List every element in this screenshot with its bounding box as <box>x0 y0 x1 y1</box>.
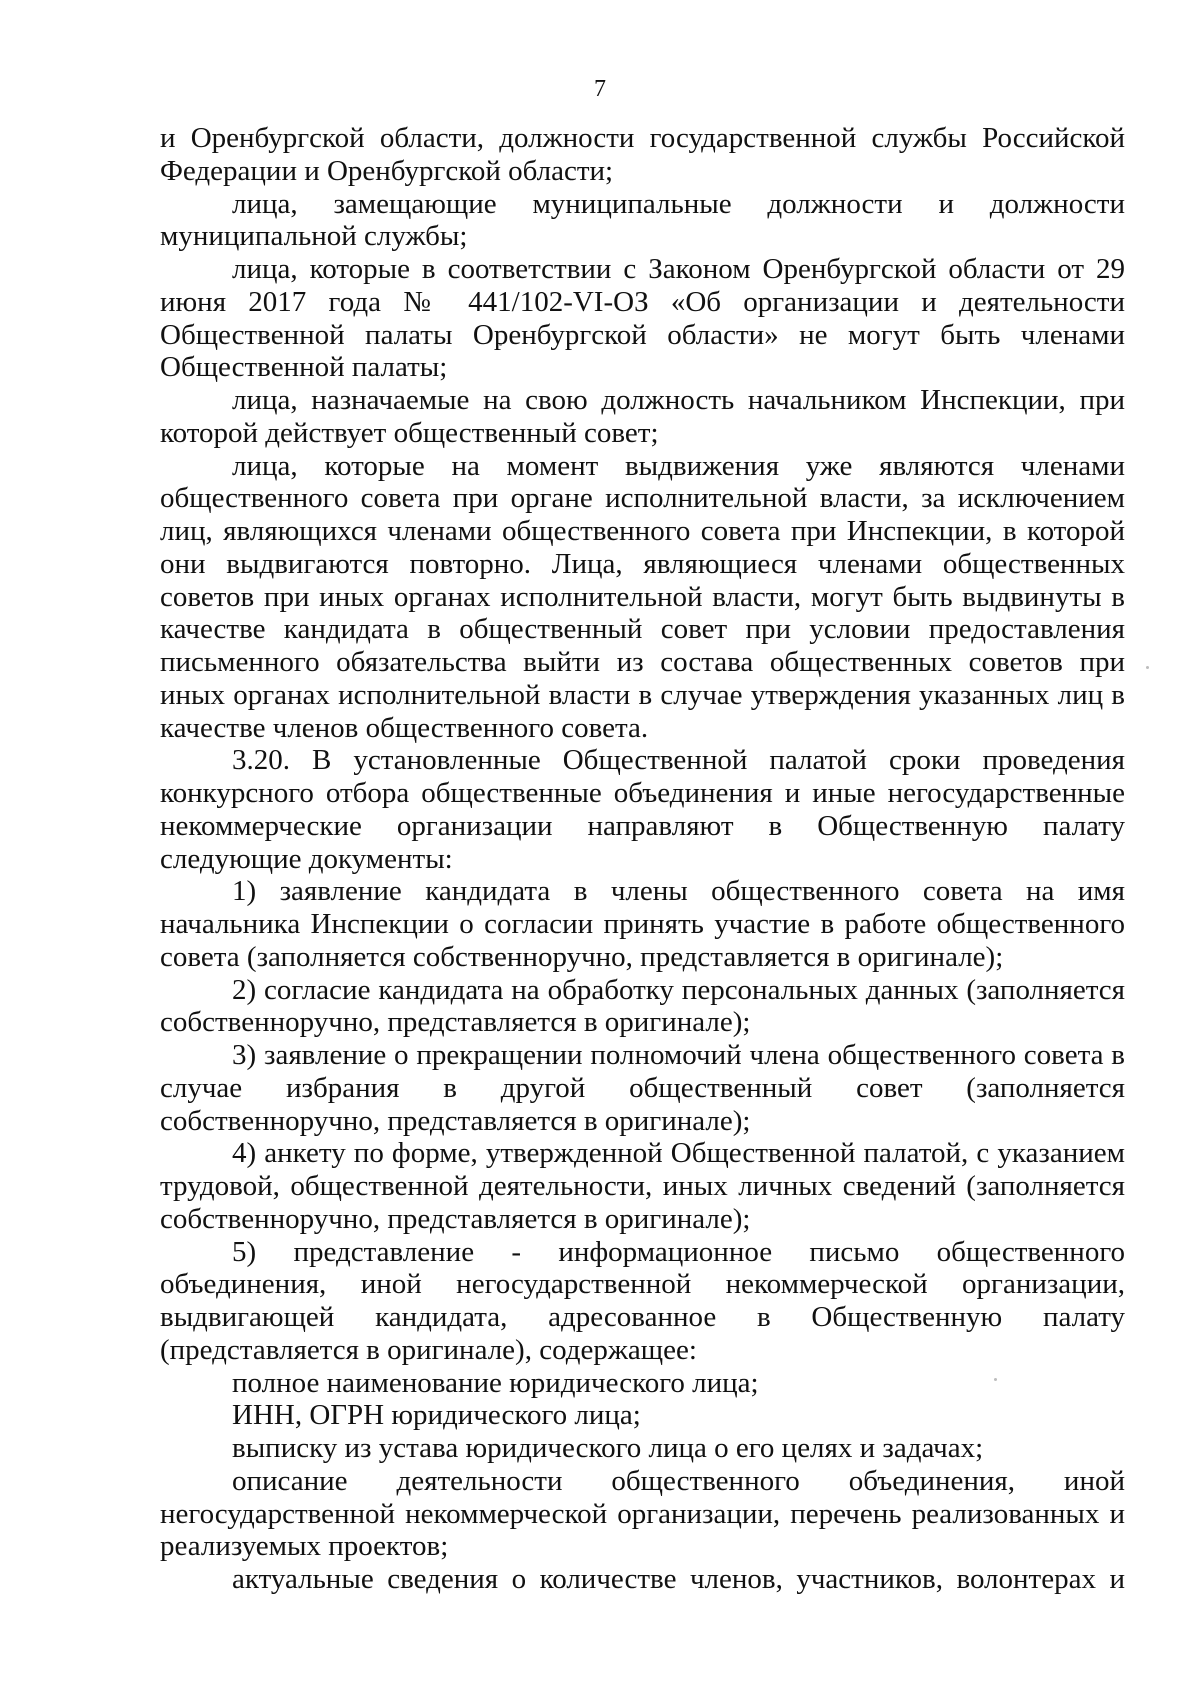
sub-item-paragraph: ИНН, ОГРН юридического лица; <box>232 1399 641 1432</box>
paragraph: лица, которые на момент выдвижения уже являются членами общественного совета при органе исполнительной власти, за исключением лиц, являющихся членами общественного совета при Инспекции, в которой они выдвигаются повторно. Лица, являющиеся членами общественных советов при иных органах исполнительной власти, могут быть выдвинуты в качестве кандидата в общественный совет при условии предоставления письменного обязательства выйти из состава общественных советов при иных органах исполнительной власти в случае утверждения указанных лиц в качестве членов общественного совета. <box>160 449 1125 744</box>
paragraph: лица, назначаемые на свою должность начальником Инспекции, при которой действует общественный совет; <box>160 384 1125 449</box>
list-item-paragraph: 4) анкету по форме, утвержденной Общественной палатой, с указанием трудовой, общественной деятельности, иных личных сведений (заполняется собственноручно, представляется в оригинале); <box>160 1137 1125 1235</box>
list-item-paragraph: 1) заявление кандидата в члены общественного совета на имя начальника Инспекции о согласии принять участие в работе общественного совета (заполняется собственноручно, представляется в оригинале); <box>160 875 1125 973</box>
sub-item-paragraph: полное наименование юридического лица; <box>232 1366 759 1399</box>
section-paragraph: 3.20. В установленные Общественной палатой сроки проведения конкурсного отбора общественные объединения и иные негосударственные некоммерческие организации направляют в Общественную палату следующие документы: <box>160 744 1125 875</box>
paragraph-continuation: и Оренбургской области, должности государственной службы Российской Федерации и Оренбургской области; <box>160 122 1125 187</box>
sub-item-paragraph: актуальные сведения о количестве членов, участников, волонтерах и <box>232 1563 1125 1595</box>
sub-item-paragraph: описание деятельности общественного объединения, иной негосударственной некоммерческой организации, перечень реализованных и реализуемых проектов; <box>160 1464 1125 1563</box>
paragraph: лица, которые в соответствии с Законом Оренбургской области от 29 июня 2017 года № 441/102-VI-ОЗ «Об организации и деятельности Общественной палаты Оренбургской области» не могут быть членами Общественной палаты; <box>160 253 1125 384</box>
document-body <box>160 122 1125 1596</box>
list-item-paragraph: 5) представление - информационное письмо общественного объединения, иной негосударственной некоммерческой организации, выдвигающей кандидата, адресованное в Общественную палату (представляется в оригинале), содержащее: <box>160 1235 1125 1366</box>
scan-speck <box>1146 666 1149 669</box>
sub-item-paragraph: выписку из устава юридического лица о его целях и задачах; <box>232 1432 984 1464</box>
list-item-paragraph: 2) согласие кандидата на обработку персональных данных (заполняется собственноручно, представляется в оригинале); <box>160 973 1125 1039</box>
paragraph: лица, замещающие муниципальные должности и должности муниципальной службы; <box>160 187 1125 253</box>
list-item-paragraph: 3) заявление о прекращении полномочий члена общественного совета в случае избрания в другой общественный совет (заполняется собственноручно, представляется в оригинале); <box>160 1039 1125 1137</box>
page-number: 7 <box>594 76 606 102</box>
